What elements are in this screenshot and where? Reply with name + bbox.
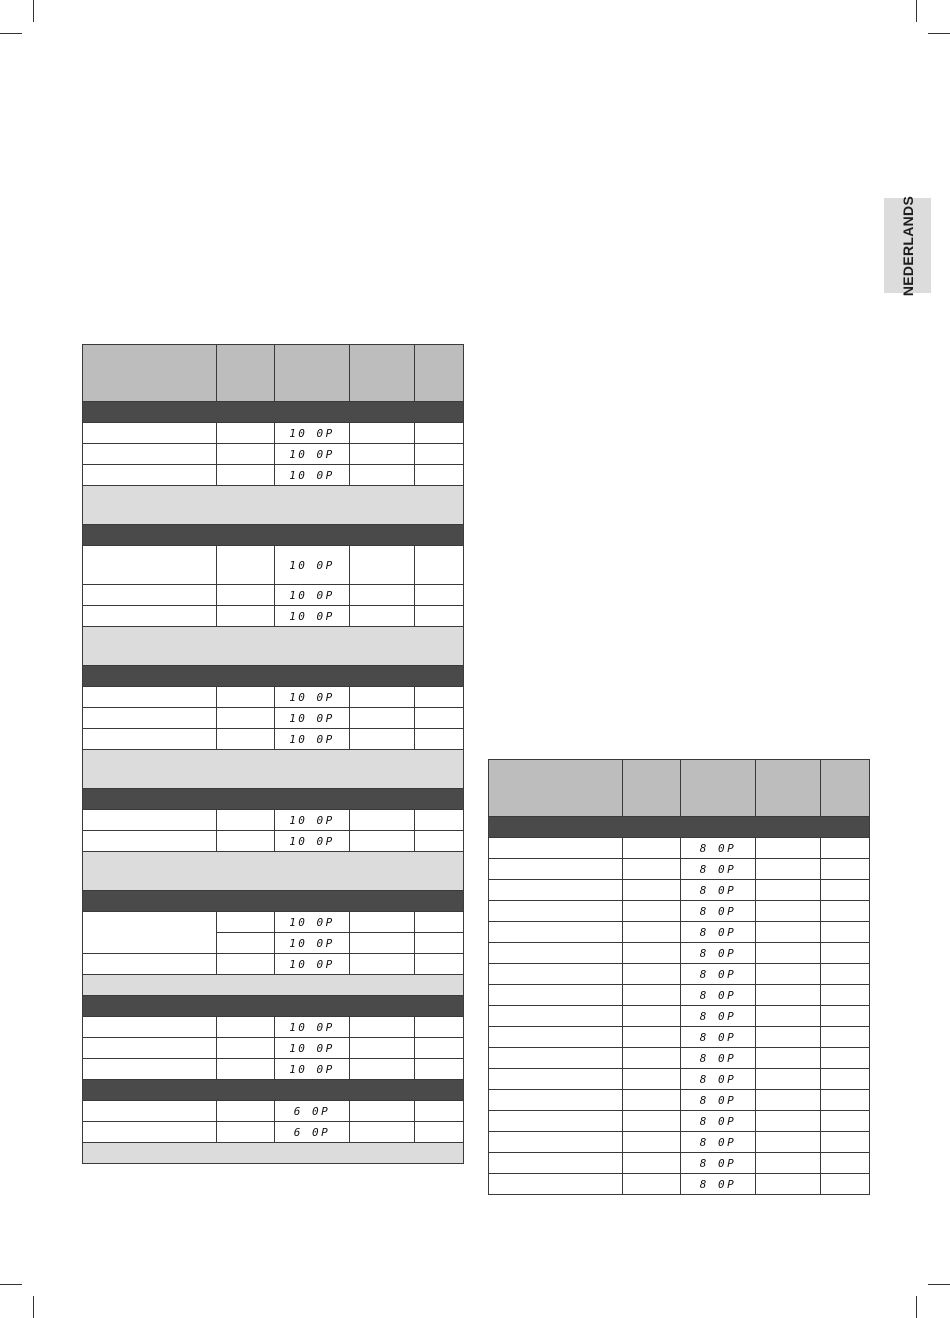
note-row bbox=[83, 852, 464, 891]
section-header-row bbox=[83, 402, 464, 423]
header-cell bbox=[821, 760, 870, 817]
header-cell bbox=[350, 345, 415, 402]
table-row bbox=[83, 708, 464, 729]
power-display: 10 0P bbox=[275, 1017, 350, 1038]
table-row bbox=[489, 1027, 870, 1048]
table-row bbox=[489, 859, 870, 880]
crop-mark bbox=[928, 33, 950, 34]
table-row bbox=[83, 585, 464, 606]
power-display: 10 0P bbox=[275, 810, 350, 831]
power-display: 10 0P bbox=[275, 1038, 350, 1059]
power-display: 8 0P bbox=[681, 964, 756, 985]
power-display: 8 0P bbox=[681, 901, 756, 922]
table-row bbox=[83, 423, 464, 444]
power-display: 8 0P bbox=[681, 1132, 756, 1153]
table-row bbox=[489, 1090, 870, 1111]
note-row bbox=[83, 975, 464, 996]
table-row bbox=[83, 810, 464, 831]
table-row bbox=[83, 1017, 464, 1038]
table-row bbox=[83, 687, 464, 708]
header-cell bbox=[623, 760, 681, 817]
section-header-row bbox=[83, 996, 464, 1017]
crop-mark bbox=[0, 33, 22, 34]
power-display: 8 0P bbox=[681, 1153, 756, 1174]
cooking-table-right bbox=[488, 759, 870, 1195]
table-row bbox=[489, 1153, 870, 1174]
power-display: 8 0P bbox=[681, 1111, 756, 1132]
power-display: 10 0P bbox=[275, 606, 350, 627]
table-row bbox=[83, 831, 464, 852]
section-header-row bbox=[83, 1080, 464, 1101]
power-display: 10 0P bbox=[275, 729, 350, 750]
power-display: 8 0P bbox=[681, 1048, 756, 1069]
table-row bbox=[83, 1038, 464, 1059]
crop-mark bbox=[33, 1296, 34, 1318]
note-row bbox=[83, 627, 464, 666]
table-row bbox=[489, 922, 870, 943]
table-row bbox=[489, 943, 870, 964]
power-display: 10 0P bbox=[275, 954, 350, 975]
table-row bbox=[83, 1059, 464, 1080]
power-display: 10 0P bbox=[275, 423, 350, 444]
header-cell bbox=[83, 345, 217, 402]
header-cell bbox=[681, 760, 756, 817]
crop-mark bbox=[928, 1284, 950, 1285]
table-row bbox=[489, 1174, 870, 1195]
power-display: 10 0P bbox=[275, 708, 350, 729]
power-display: 10 0P bbox=[275, 912, 350, 933]
power-display: 10 0P bbox=[275, 444, 350, 465]
section-header-row bbox=[489, 817, 870, 838]
power-display: 10 0P bbox=[275, 687, 350, 708]
table-header-row bbox=[489, 760, 870, 817]
table-row bbox=[83, 729, 464, 750]
note-row bbox=[83, 1143, 464, 1164]
power-display: 10 0P bbox=[275, 585, 350, 606]
power-display: 10 0P bbox=[275, 1059, 350, 1080]
power-display: 10 0P bbox=[275, 831, 350, 852]
table-row bbox=[489, 838, 870, 859]
table-row bbox=[83, 546, 464, 585]
table-row bbox=[83, 1101, 464, 1122]
header-cell bbox=[489, 760, 623, 817]
table-row bbox=[489, 901, 870, 922]
table-row bbox=[489, 964, 870, 985]
power-display: 10 0P bbox=[275, 933, 350, 954]
power-display: 8 0P bbox=[681, 1006, 756, 1027]
note-row bbox=[83, 750, 464, 789]
power-display: 10 0P bbox=[275, 546, 350, 585]
power-display: 8 0P bbox=[681, 922, 756, 943]
power-display: 8 0P bbox=[681, 985, 756, 1006]
power-display: 8 0P bbox=[681, 1090, 756, 1111]
section-header-row bbox=[83, 789, 464, 810]
table-row bbox=[489, 1132, 870, 1153]
power-display: 8 0P bbox=[681, 859, 756, 880]
power-display: 8 0P bbox=[681, 838, 756, 859]
table-row bbox=[489, 1006, 870, 1027]
crop-mark bbox=[33, 0, 34, 22]
table-row bbox=[83, 606, 464, 627]
section-header-row bbox=[83, 891, 464, 912]
table-header-row bbox=[83, 345, 464, 402]
table-row bbox=[83, 912, 464, 933]
power-display: 8 0P bbox=[681, 880, 756, 901]
table-row bbox=[489, 1048, 870, 1069]
table-row bbox=[83, 1122, 464, 1143]
crop-mark bbox=[916, 1296, 917, 1318]
header-cell bbox=[275, 345, 350, 402]
section-header-row bbox=[83, 666, 464, 687]
power-display: 6 0P bbox=[275, 1122, 350, 1143]
header-cell bbox=[415, 345, 464, 402]
table-row bbox=[489, 985, 870, 1006]
power-display: 8 0P bbox=[681, 943, 756, 964]
language-tab bbox=[884, 195, 931, 296]
power-display: 6 0P bbox=[275, 1101, 350, 1122]
power-display: 8 0P bbox=[681, 1069, 756, 1090]
section-header-row bbox=[83, 525, 464, 546]
table-row bbox=[489, 880, 870, 901]
table-row bbox=[83, 954, 464, 975]
note-row bbox=[83, 486, 464, 525]
table-row bbox=[489, 1111, 870, 1132]
power-display: 10 0P bbox=[275, 465, 350, 486]
cooking-table-left bbox=[82, 344, 464, 1164]
header-cell bbox=[756, 760, 821, 817]
power-display: 8 0P bbox=[681, 1174, 756, 1195]
language-tab-label: NEDERLANDS bbox=[899, 195, 916, 296]
crop-mark bbox=[916, 0, 917, 22]
header-cell bbox=[217, 345, 275, 402]
crop-mark bbox=[0, 1284, 22, 1285]
table-row bbox=[83, 465, 464, 486]
table-row bbox=[83, 444, 464, 465]
table-row bbox=[489, 1069, 870, 1090]
power-display: 8 0P bbox=[681, 1027, 756, 1048]
